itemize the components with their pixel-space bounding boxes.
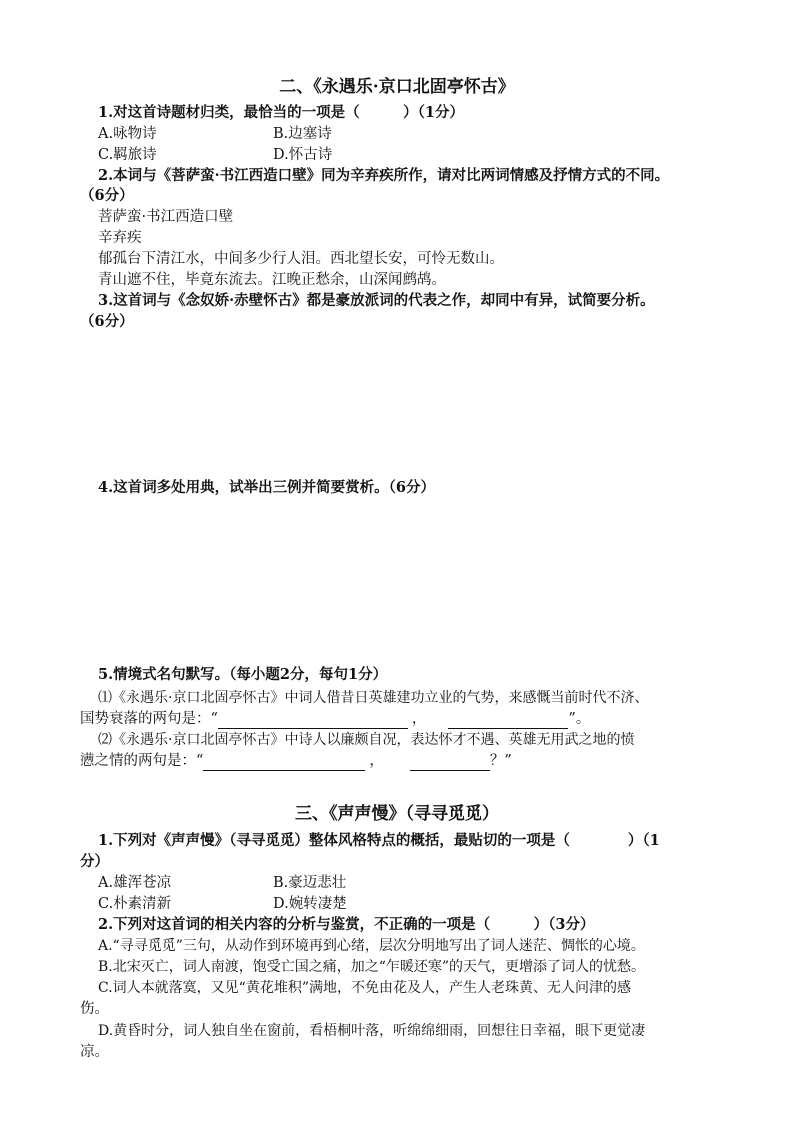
s2-q1-option-b: B.边塞诗: [273, 126, 332, 142]
s2-q5-sub1-prefix: 国势衰落的两句是：“: [80, 711, 218, 727]
poem-author: 辛弃疾: [98, 230, 142, 246]
s3-q1-score: 分）: [80, 853, 109, 870]
s2-q5-sub1-end: ”。: [568, 711, 591, 727]
s2-q5-sub2-prefix: 懑之情的两句是：“: [80, 753, 204, 769]
s3-q1-stem: 1.下列对《声声慢》（寻寻觅觅）整体风格特点的概括，最贴切的一项是（ ）（1: [98, 832, 660, 849]
s3-q2-option-c-cont: 伤。: [80, 1001, 109, 1017]
s2-q5-sub1-comma: ，: [411, 711, 427, 727]
s3-q2-option-b: B.北宋灭亡，词人南渡，饱受亡国之痛，加之“乍暖还寒”的天气，更增添了词人的忧愁。: [98, 959, 646, 975]
s3-q2-option-d: D.黄昏时分，词人独自坐在窗前，看梧桐叶落，听绵绵细雨，回想往日幸福，眼下更觉凄: [98, 1023, 646, 1039]
answer-blank-3[interactable]: [203, 755, 365, 771]
answer-blank-1[interactable]: [218, 713, 408, 729]
s3-q2-option-a: A.“寻寻觅觅”三句，从动作到环境再到心绪，层次分明地写出了词人迷茫、惆怅的心境。: [98, 938, 645, 954]
s2-q1-stem: 1.对这首诗题材归类，最恰当的一项是（ ）（1分）: [98, 104, 464, 121]
s3-q2-option-c: C.词人本就落寞，又见“黄花堆积”满地，不免由花及人，产生人老珠黄、无人问津的感: [98, 980, 631, 996]
s2-q1-option-c: C.羁旅诗: [98, 147, 157, 163]
s2-q3-score: （6分）: [80, 313, 134, 330]
s3-q1-option-d: D.婉转凄楚: [273, 896, 347, 912]
s2-q5-sub2-line1: ⑵《永遇乐·京口北固亭怀古》中诗人以廉颇自况，表达怀才不遇、英雄无用武之地的愤: [98, 732, 635, 748]
section3-title: 三、《声声慢》（寻寻觅觅）: [295, 804, 499, 824]
s3-q2-option-d-cont: 凉。: [80, 1044, 109, 1060]
s2-q5-sub2-comma: ，: [369, 753, 384, 769]
section2-title: 二、《永遇乐·京口北固亭怀古》: [279, 77, 515, 97]
s2-q3-stem: 3.这首词与《念奴娇·赤壁怀古》都是豪放派词的代表之作，却同中有异，试简要分析。: [98, 292, 655, 309]
s2-q5-sub2-line2: [80, 751, 724, 771]
s3-q1-option-b: B.豪迈悲壮: [273, 875, 347, 891]
s2-q1-option-a: A.咏物诗: [98, 126, 157, 142]
s2-q5-sub2-end: ？”: [489, 753, 512, 769]
poem-title: 菩萨蛮·书江西造口壁: [98, 209, 234, 225]
s2-q5-stem: 5.情境式名句默写。（每小题2分，每句1分）: [98, 666, 388, 683]
poem-line-2: 青山遮不住，毕竟东流去。江晚正愁余，山深闻鹧鸪。: [98, 272, 446, 288]
poem-line-1: 郁孤台下清江水，中间多少行人泪。西北望长安，可怜无数山。: [98, 251, 504, 267]
answer-blank-4[interactable]: [410, 755, 490, 771]
s2-q1-option-d: D.怀古诗: [273, 147, 333, 163]
s2-q2-score: （6分）: [80, 187, 134, 204]
answer-blank-2[interactable]: [448, 713, 568, 729]
s2-q5-sub1-line1: ⑴《永遇乐·京口北固亭怀古》中词人借昔日英雄建功立业的气势，来感慨当前时代不济、: [98, 690, 649, 706]
s2-q5-sub1-line2: [80, 709, 724, 729]
s3-q1-option-c: C.朴素清新: [98, 896, 172, 912]
s2-q4-stem: 4.这首词多处用典，试举出三例并简要赏析。（6分）: [98, 479, 435, 496]
s3-q2-stem: 2.下列对这首词的相关内容的分析与鉴赏，不正确的一项是（ ）（3分）: [98, 916, 595, 933]
s2-q2-stem: 2.本词与《菩萨蛮·书江西造口壁》同为辛弃疾所作，请对比两词情感及抒情方式的不同。: [98, 167, 670, 184]
s3-q1-option-a: A.雄浑苍凉: [98, 875, 172, 891]
